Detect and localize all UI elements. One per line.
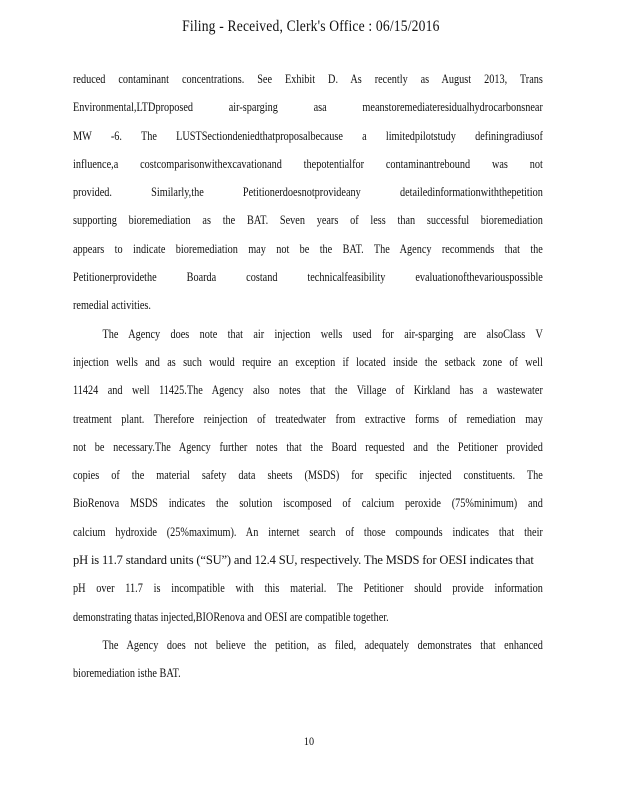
text-line: treatment plant. Therefore reinjection of treatedwater from extractive forms of remediation may (73, 411, 543, 426)
text-line: copies of the material safety data sheets (MSDS) for specific injected constituents. The (73, 468, 543, 483)
text-line: Petitionerprovidethe Boarda costand technicalfeasibility evaluationofthevariouspossible (73, 270, 543, 285)
text-line: demonstrating thatas injected,BIORenova and OESI are compatible together. (73, 609, 389, 624)
text-line: appears to indicate bioremediation may not be the BAT. The Agency recommends that the (73, 241, 543, 256)
document-body (73, 70, 543, 693)
text-line: not be necessary.The Agency further notes that the Board requested and the Petitioner provided (73, 439, 543, 454)
text-line: BioRenova MSDS indicates the solution iscomposed of calcium peroxide (75%minimum) and (73, 496, 543, 511)
text-line: injection wells and as such would require an exception if located inside the setback zone of well (73, 354, 543, 369)
text-line: The Agency does not believe the petition, as filed, adequately demonstrates that enhanced (102, 637, 543, 652)
text-line: Environmental,LTDproposed air-sparging asa meanstoremediateresidualhydrocarbonsnear (73, 100, 543, 115)
text-line: calcium hydroxide (25%maximum). An internet search of those compounds indicates that their (73, 524, 543, 539)
text-line: influence,a costcomparisonwithexcavationand thepotentialfor contaminantrebound was not (73, 156, 543, 171)
text-line: reduced contaminant concentrations. See Exhibit D. As recently as August 2013, Trans (73, 72, 543, 86)
text-line: provided. Similarly,the Petitionerdoesnotprovideany detailedinformationwiththepetition (73, 185, 543, 200)
text-line: remedial activities. (73, 298, 151, 313)
filing-header: Filing - Received, Clerk's Office : 06/15/2016 (182, 18, 440, 35)
text-line: MW -6. The LUSTSectiondeniedthatproposalbecause a limitedpilotstudy definingradiusof (73, 128, 543, 143)
text-line: The Agency does note that air injection wells used for air-sparging are alsoClass V (102, 326, 543, 341)
text-line: supporting bioremediation as the BAT. Seven years of less than successful bioremediation (73, 213, 543, 228)
text-line: bioremediation isthe BAT. (73, 666, 181, 681)
text-line: pH over 11.7 is incompatible with this material. The Petitioner should provide information (73, 581, 543, 596)
page-number: 10 (303, 734, 315, 748)
text-line: 11424 and well 11425.The Agency also notes that the Village of Kirkland has a wastewater (73, 383, 543, 398)
text-line: pH is 11.7 standard units (“SU”) and 12.4 SU, respectively. The MSDS for OESI indicates that (73, 553, 534, 568)
